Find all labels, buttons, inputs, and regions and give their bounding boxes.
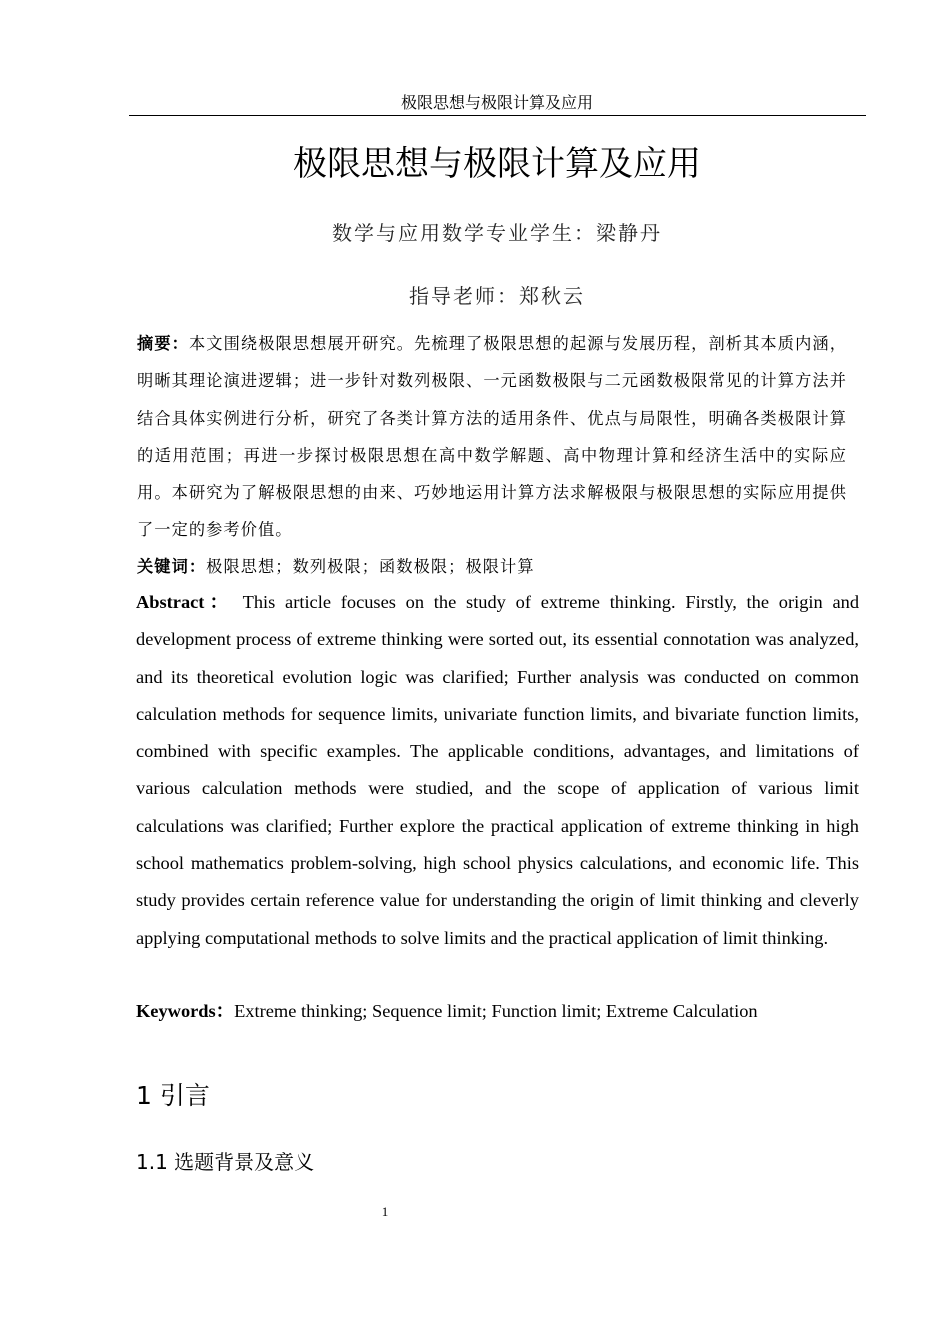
- page-number: 1: [381, 1204, 389, 1219]
- subsection-heading-background: 1.1 选题背景及意义: [136, 1150, 315, 1174]
- section-heading-introduction: 1 引言: [136, 1081, 210, 1110]
- keywords-en-label: Keywords：: [136, 1001, 235, 1021]
- advisor-line: 指导老师：郑秋云: [409, 284, 585, 308]
- header-rule: [129, 115, 866, 116]
- abstract-cn: [137, 325, 847, 549]
- abstract-en-text: This article focuses on the study of extreme thinking. Firstly, the origin and development process of extreme thinking were sorted out, its essential connotation was analyzed, and its theoretical evolution logic was clarified; Further analysis was conducted on common calculation methods for sequence limits, univariate function limits, and bivariate function limits, combined with specific examples. The applicable conditions, advantages, and limitations of various calculation methods were studied, and the scope of application of various limit calculations was clarified; Further explore the practical application of extreme thinking in high school mathematics problem-solving, high school physics calculations, and economic life. This study provides certain reference value for understanding the origin of limit thinking and cleverly applying computational methods to solve limits and the practical application of limit thinking.: [136, 592, 860, 948]
- paper-title: 极限思想与极限计算及应用: [293, 144, 701, 184]
- keywords-en-text: Extreme thinking; Sequence limit; Function limit; Extreme Calculation: [234, 1001, 758, 1021]
- abstract-en: [136, 584, 859, 957]
- abstract-en-label: Abstract：: [136, 592, 234, 612]
- abstract-cn-label: 摘要：: [137, 334, 189, 353]
- keywords-cn-text: 极限思想；数列极限；函数极限；极限计算: [206, 557, 535, 576]
- keywords-cn-label: 关键词：: [137, 557, 207, 576]
- keywords-en: [136, 993, 859, 1030]
- keywords-cn: [137, 548, 847, 585]
- abstract-cn-text: 本文围绕极限思想展开研究。先梳理了极限思想的起源与发展历程，剖析其本质内涵，明晰其理论演进逻辑；进一步针对数列极限、一元函数极限与二元函数极限常见的计算方法并结合具体实例进行分析，研究了各类计算方法的适用条件、优点与局限性，明确各类极限计算的适用范围；再进一步探讨极限思想在高中数学解题、高中物理计算和经济生活中的实际应用。本研究为了解极限思想的由来、巧妙地运用计算方法求解极限与极限思想的实际应用提供了一定的参考价值。: [137, 334, 847, 540]
- student-author-line: 数学与应用数学专业学生：梁静丹: [332, 221, 662, 245]
- running-header: 极限思想与极限计算及应用: [400, 93, 593, 112]
